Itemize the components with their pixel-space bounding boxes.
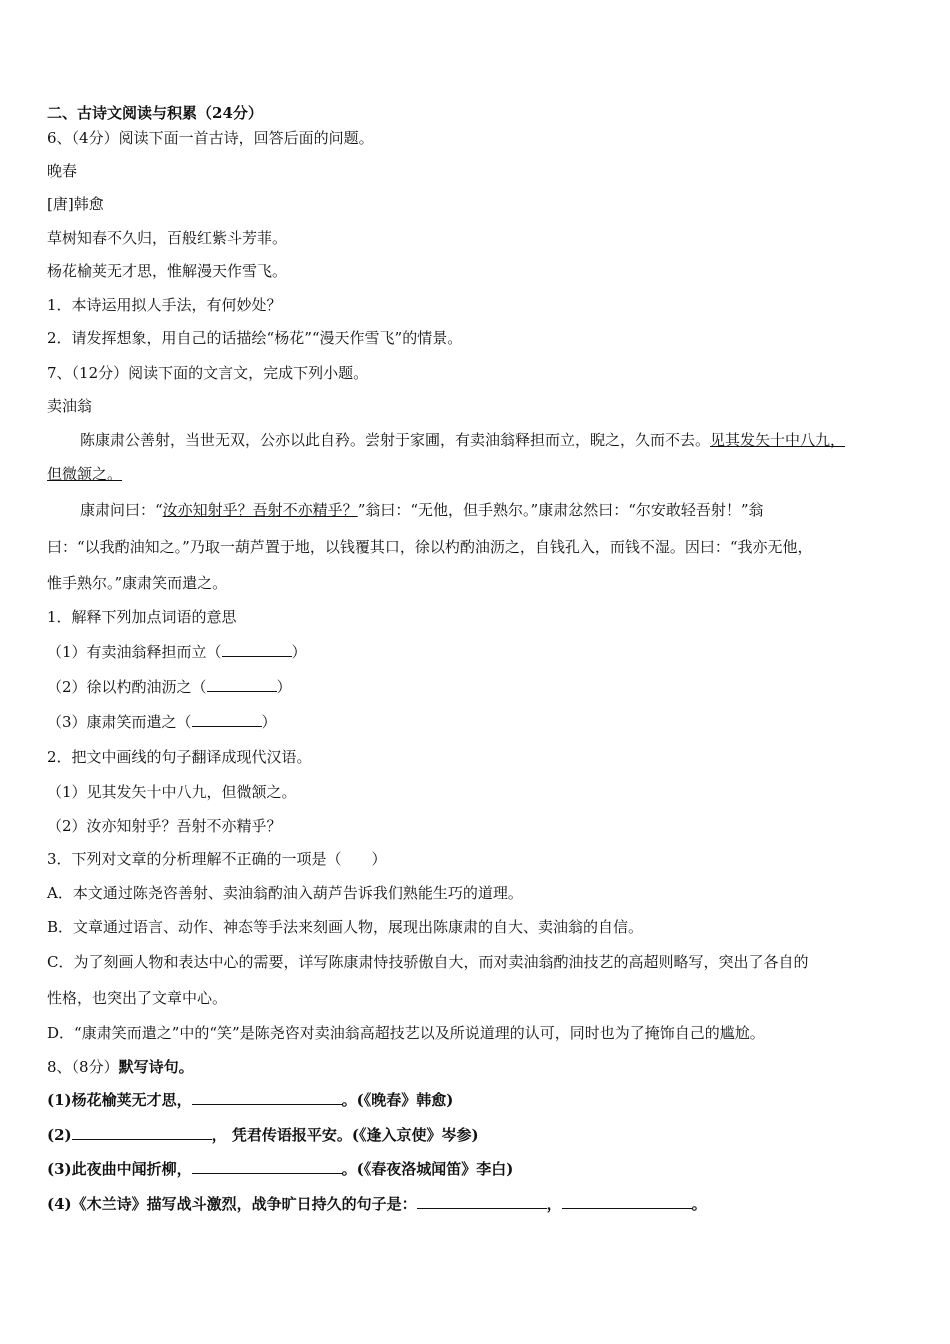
item-text: (4)《木兰诗》描写战斗激烈，战争旷日持久的句子是：	[47, 1195, 417, 1213]
separator: ，	[546, 1195, 562, 1213]
answer-blank[interactable]	[207, 677, 277, 692]
q7-sub-2-1: （1）见其发矢十中八九，但微颔之。	[47, 783, 297, 801]
q8-line-2	[47, 1125, 920, 1145]
poem-author: [唐]韩愈	[47, 195, 104, 213]
passage-p2-line3: 惟手熟尔。”康肃笑而遣之。	[47, 574, 228, 592]
poem-title: 晚春	[47, 162, 78, 180]
answer-blank[interactable]	[417, 1194, 547, 1209]
item-text: ， 凭君传语报平安。(《逢入京使》岑参)	[211, 1126, 479, 1144]
q6-header: 6、（4分）阅读下面一首古诗，回答后面的问题。	[47, 129, 374, 147]
passage-text: 康肃问曰：“	[80, 501, 163, 519]
poem-line-1: 草树知春不久归，百般红紫斗芳菲。	[47, 229, 288, 247]
q7-sub-2: 2．把文中画线的句子翻译成现代汉语。	[47, 748, 312, 766]
underlined-sentence: 见其发矢十中八九，	[710, 431, 846, 449]
poem-line-2: 杨花榆荚无才思，惟解漫天作雪飞。	[47, 262, 288, 280]
option-b: B．文章通过语言、动作、神态等手法来刻画人物，展现出陈康肃的自大、卖油翁的自信。	[47, 918, 644, 936]
item-text: （1）有卖油翁释担而立（	[47, 643, 222, 661]
answer-blank[interactable]	[192, 712, 262, 727]
close-paren: ）	[291, 643, 307, 661]
answer-blank[interactable]	[72, 1125, 212, 1140]
q7-header: 7、（12分）阅读下面的文言文，完成下列小题。	[47, 364, 369, 382]
item-text: 。	[691, 1195, 707, 1213]
underlined-sentence: 但微颔之。	[47, 465, 123, 483]
q6-sub-1: 1．本诗运用拟人手法，有何妙处？	[47, 296, 282, 314]
passage-p2-line2: 曰：“以我酌油知之。”乃取一葫芦置于地，以钱覆其口，徐以杓酌油沥之，自钱孔入，而钱不湿。因曰：“我亦无他，	[47, 538, 813, 556]
q7-sub-3: 3．下列对文章的分析理解不正确的一项是（ ）	[47, 850, 387, 868]
passage-text: 陈康肃公善射，当世无双，公亦以此自矜。尝射于家圃，有卖油翁释担而立，睨之，久而不去。	[80, 431, 711, 449]
q7-sub-1-1	[47, 642, 920, 662]
q7-sub-2-2: （2）汝亦知射乎？吾射不亦精乎？	[47, 817, 282, 835]
answer-blank[interactable]	[192, 1159, 342, 1174]
item-text: （2）徐以杓酌油沥之（	[47, 678, 207, 696]
q8-title: 默写诗句。	[118, 1058, 194, 1076]
q8-line-1	[47, 1090, 920, 1110]
item-text: （3）康肃笑而遣之（	[47, 713, 192, 731]
answer-blank[interactable]	[562, 1194, 692, 1209]
passage-text: ”翁曰：“无他，但手熟尔。”康肃忿然曰：“尔安敢轻吾射！”翁	[357, 501, 764, 519]
q7-sub-1: 1．解释下列加点词语的意思	[47, 608, 237, 626]
answer-blank[interactable]	[192, 1090, 342, 1105]
section-2-title: 二、古诗文阅读与积累（24分）	[47, 104, 263, 122]
passage-title: 卖油翁	[47, 397, 93, 415]
item-text: 。(《春夜洛城闻笛》李白)	[341, 1160, 514, 1178]
q8-line-3	[47, 1159, 920, 1179]
q8-header	[47, 1057, 920, 1077]
q6-sub-2: 2．请发挥想象，用自己的话描绘“杨花”“漫天作雪飞”的情景。	[47, 329, 463, 347]
q8-score: 8、（8分）	[47, 1058, 119, 1076]
option-d: D．“康肃笑而遣之”中的“笑”是陈尧咨对卖油翁高超技艺以及所说道理的认可，同时也为了掩饰自己的尴尬。	[47, 1024, 765, 1042]
passage-p1-line2	[47, 464, 920, 484]
item-text: 。(《晚春》韩愈)	[341, 1091, 454, 1109]
item-text: (2)	[47, 1126, 72, 1144]
option-c-line1: C．为了刻画人物和表达中心的需要，详写陈康肃恃技骄傲自大，而对卖油翁酌油技艺的高超则略写，突出了各自的	[47, 953, 809, 971]
underlined-sentence: 汝亦知射乎？吾射不亦精乎？	[162, 501, 358, 519]
option-a: A．本文通过陈尧咨善射、卖油翁酌油入葫芦告诉我们熟能生巧的道理。	[47, 884, 523, 902]
item-text: (3)此夜曲中闻折柳，	[47, 1160, 192, 1178]
item-text: (1)杨花榆荚无才思，	[47, 1091, 192, 1109]
answer-blank[interactable]	[222, 642, 292, 657]
close-paren: ）	[261, 713, 277, 731]
passage-p1-line1	[80, 430, 920, 450]
q7-sub-1-3	[47, 712, 920, 732]
close-paren: ）	[276, 678, 292, 696]
q8-line-4	[47, 1194, 920, 1214]
option-c-line2: 性格，也突出了文章中心。	[47, 989, 228, 1007]
q7-sub-1-2	[47, 677, 920, 697]
passage-p2-line1	[80, 500, 920, 520]
